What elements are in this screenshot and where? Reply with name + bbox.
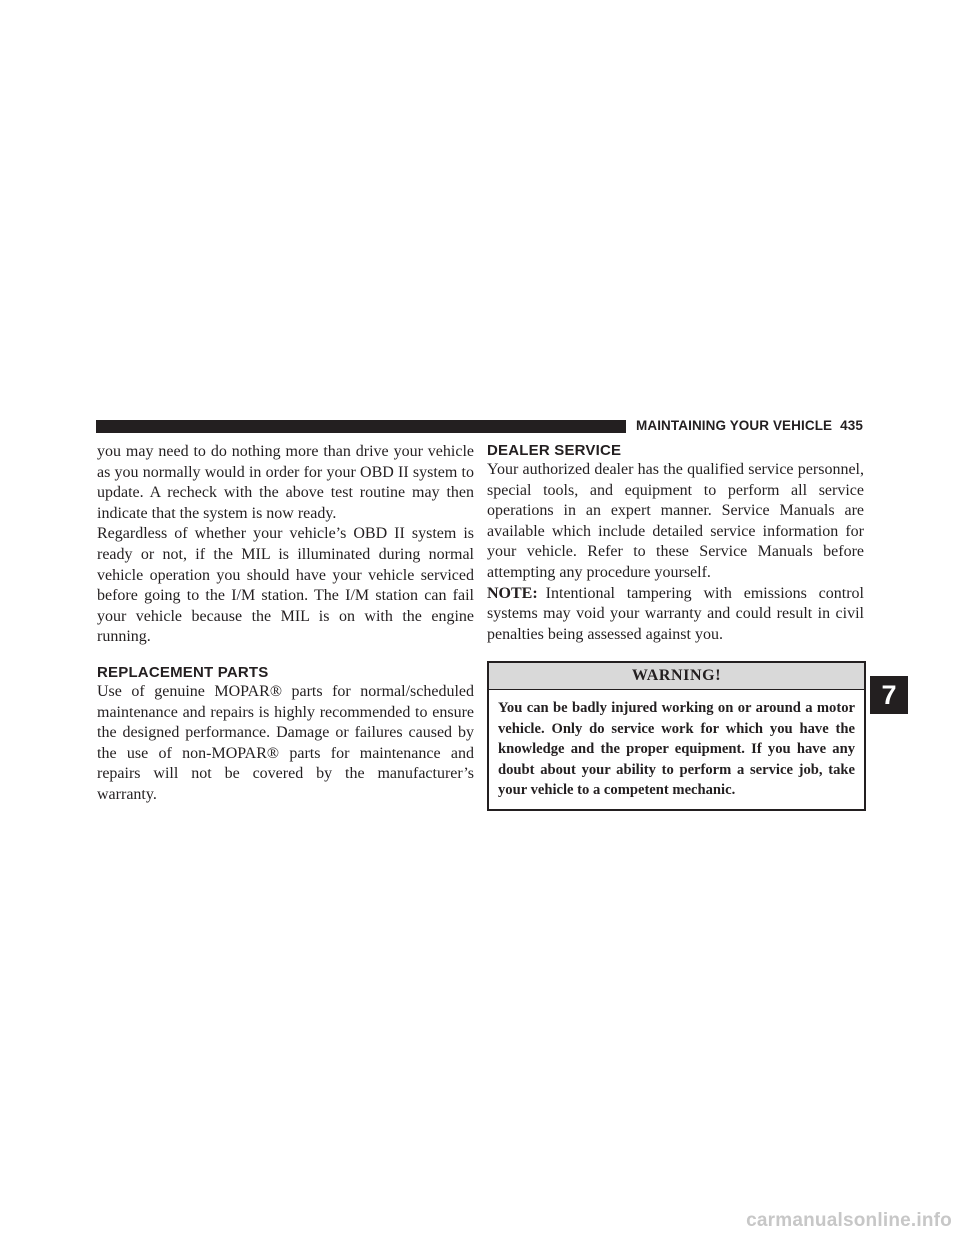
paragraph-mil-illuminated: Regardless of whether your vehicle’s OBD II system is ready or not, if the MIL is illuminated during normal vehicle operation you should have your vehicle serviced before going to the I/M station. The I/M station can fail your vehicle because the MIL is on with the engine running. xyxy=(97,525,474,646)
page-number: 435 xyxy=(840,418,863,433)
dealer-service-heading: DEALER SERVICE xyxy=(487,442,622,459)
dealer-service-text: Your authorized dealer has the qualified service personnel, special tools, and equipment to perform all service operations in an expert manner. Service Manuals are available which include detailed service information for your vehicle. Refer to these Service Manuals before attempting any procedure yourself. xyxy=(487,461,864,581)
left-column xyxy=(97,442,474,806)
warning-text: You can be badly injured working on or around a motor vehicle. Only do service work for which you have the knowledge and the proper equipment. If you have any doubt about your ability to perform a service job, take your vehicle to a competent mechanic. xyxy=(498,700,855,798)
note-label: NOTE: xyxy=(487,584,538,602)
replacement-parts-heading: REPLACEMENT PARTS xyxy=(97,663,269,681)
header-rule-bar xyxy=(96,420,626,433)
running-head xyxy=(636,418,866,434)
paragraph-obd-update: you may need to do nothing more than drive your vehicle as you normally would in order for your OBD II system to update. A recheck with the above test routine may then indicate that the system is now ready. xyxy=(97,443,474,522)
watermark-text: carmanualsonline.info xyxy=(746,1210,952,1231)
right-column xyxy=(487,442,864,811)
warning-title: WARNING! xyxy=(489,663,864,690)
section-title: MAINTAINING YOUR VEHICLE xyxy=(636,418,833,433)
warning-box xyxy=(487,661,866,811)
note-paragraph xyxy=(487,584,864,646)
replacement-parts-text: Use of genuine MOPAR® parts for normal/scheduled maintenance and repairs is highly recommended to ensure the designed performance. Damage or failures caused by the use of non-MOPAR® parts for maintenance and repairs will not be covered by the manufacturer’s warranty. xyxy=(97,682,474,803)
chapter-tab: 7 xyxy=(870,676,908,714)
note-text: Intentional tampering with emissions control systems may void your warranty and could result in civil penalties being assessed against you. xyxy=(487,584,864,643)
